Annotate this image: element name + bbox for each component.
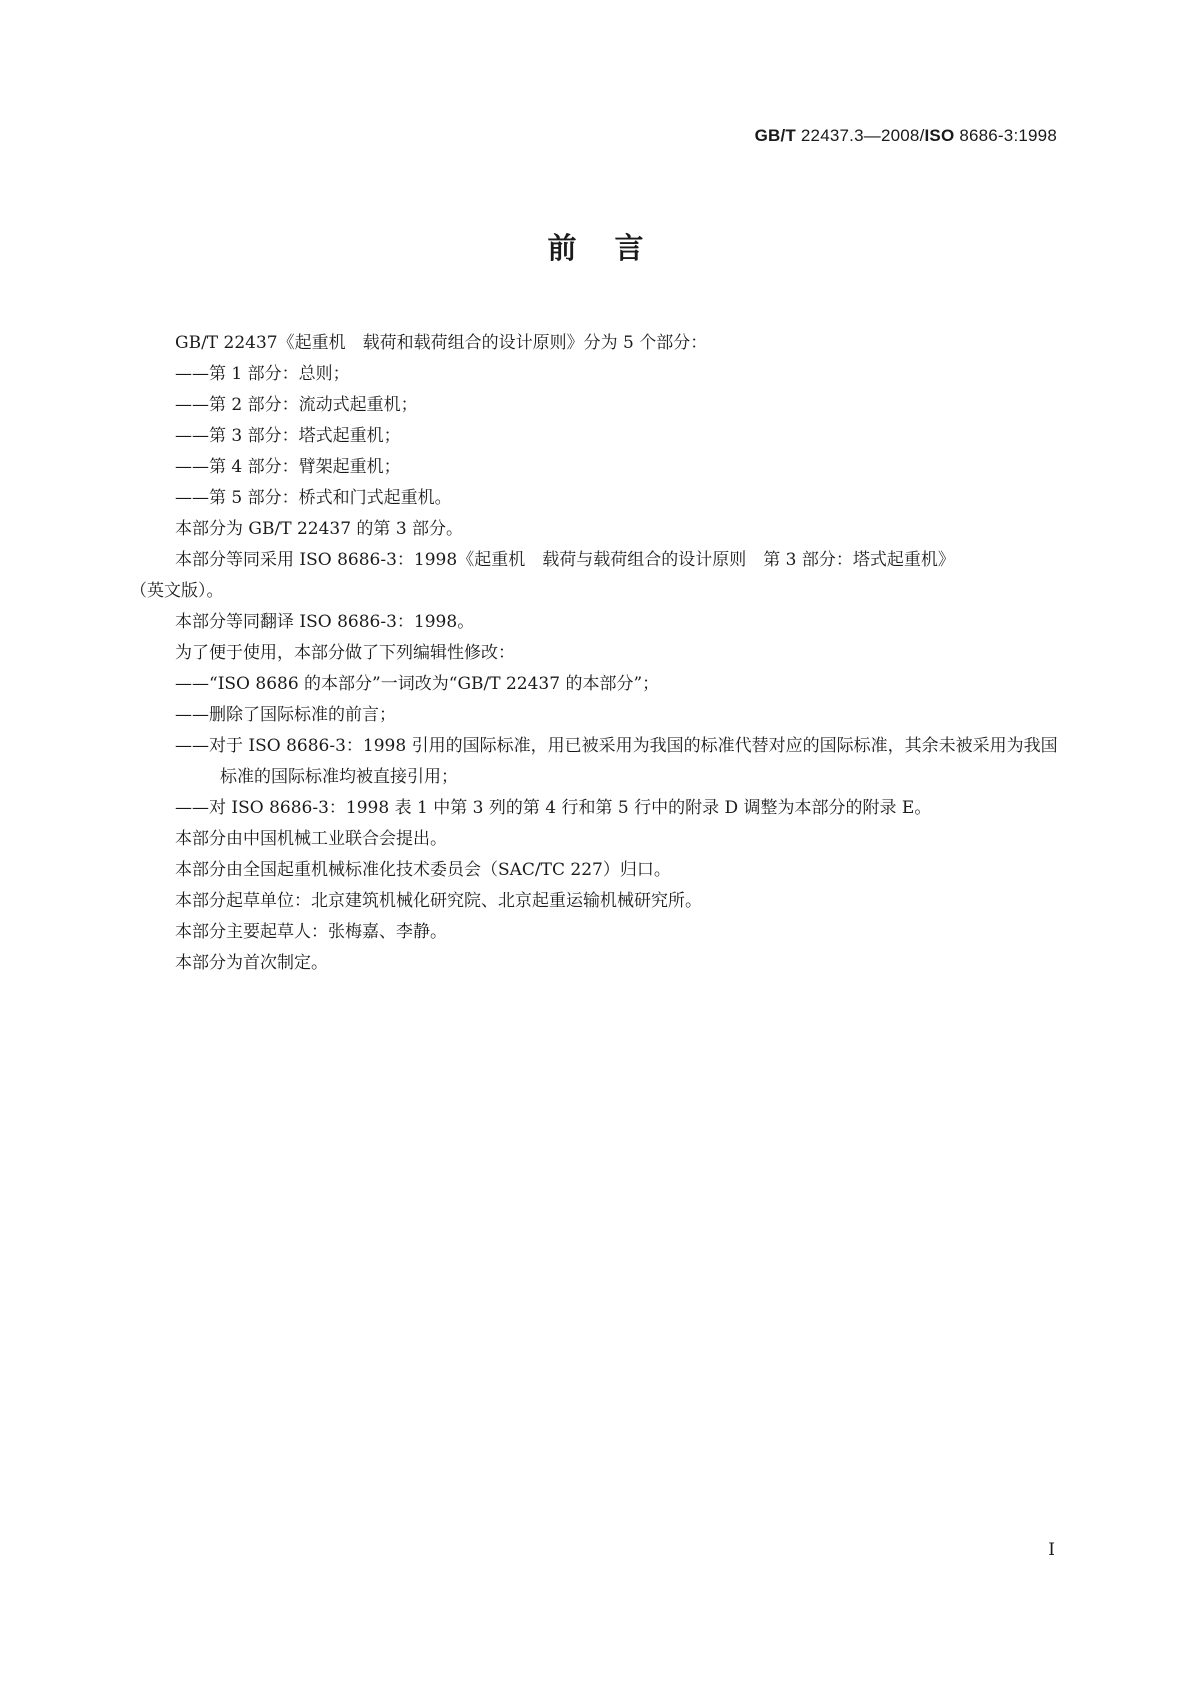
- list-item-part3: ——第 3 部分：塔式起重机；: [175, 426, 401, 446]
- list-item-part5: ——第 5 部分：桥式和门式起重机。: [175, 488, 452, 508]
- drafters-paragraph: 本部分主要起草人：张梅嘉、李静。: [175, 922, 447, 942]
- edit-intro-paragraph: 为了便于使用，本部分做了下列编辑性修改：: [175, 643, 515, 663]
- equivalent-adoption-paragraph: 本部分等同采用 ISO 8686-3：1998《起重机 载荷与载荷组合的设计原则 第 3 部分：塔式起重机》: [175, 550, 955, 570]
- this-part-paragraph: 本部分为 GB/T 22437 的第 3 部分。: [175, 519, 464, 539]
- centralized-by-paragraph: 本部分由全国起重机械标准化技术委员会（SAC/TC 227）归口。: [175, 860, 671, 880]
- intro-paragraph: GB/T 22437《起重机 载荷和载荷组合的设计原则》分为 5 个部分：: [175, 333, 708, 353]
- equivalent-adoption-continuation: （英文版）。: [130, 581, 224, 601]
- std-number: 22437.3—2008/: [795, 126, 925, 145]
- translation-paragraph: 本部分等同翻译 ISO 8686-3：1998。: [175, 612, 475, 632]
- edit-item-3: ——对于 ISO 8686-3：1998 引用的国际标准，用已被采用为我国的标准代替对应的国际标准，其余未被采用为我国标准的国际标准均被直接引用；: [175, 736, 1058, 787]
- edit-item-4: ——对 ISO 8686-3：1998 表 1 中第 3 列的第 4 行和第 5 行中的附录 D 调整为本部分的附录 E。: [175, 798, 932, 818]
- drafting-units-paragraph: 本部分起草单位：北京建筑机械化研究院、北京起重运输机械研究所。: [175, 891, 702, 911]
- list-item-part2: ——第 2 部分：流动式起重机；: [175, 395, 418, 415]
- standard-number-header: [755, 126, 1057, 146]
- foreword-body: [130, 328, 1060, 979]
- iso-number: 8686-3:1998: [954, 126, 1057, 145]
- first-issue-paragraph: 本部分为首次制定。: [175, 953, 328, 973]
- proposed-by-paragraph: 本部分由中国机械工业联合会提出。: [175, 829, 447, 849]
- page-title: 前言: [547, 231, 682, 265]
- list-item-part4: ——第 4 部分：臂架起重机；: [175, 457, 401, 477]
- list-item-part1: ——第 1 部分：总则；: [175, 364, 350, 384]
- page-number: I: [1048, 1540, 1055, 1560]
- iso-prefix: ISO: [924, 126, 955, 145]
- edit-item-2: ——删除了国际标准的前言；: [175, 705, 396, 725]
- edit-item-1: ——“ISO 8686 的本部分”一词改为“GB/T 22437 的本部分”；: [175, 674, 660, 694]
- std-prefix: GB/T: [754, 126, 796, 145]
